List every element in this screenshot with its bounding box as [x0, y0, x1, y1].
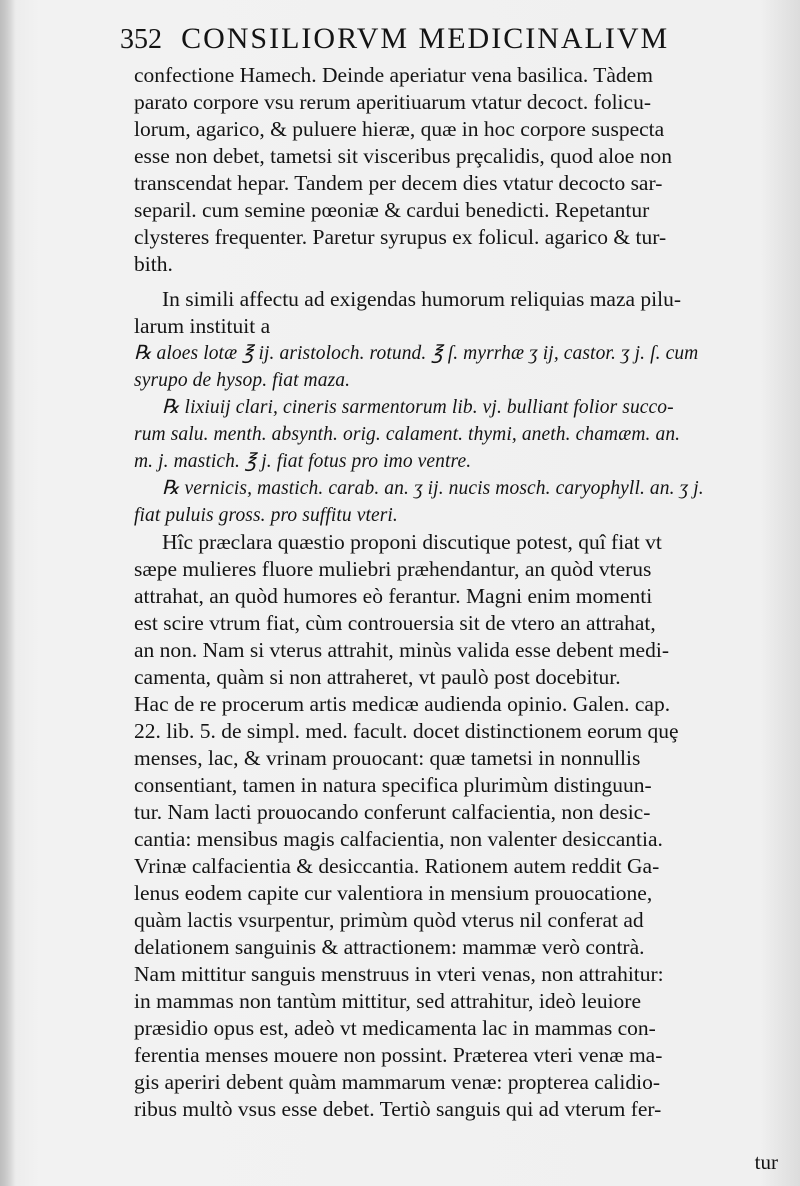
text-line: est scire vtrum fiat, cùm controuersia sit de vtero an attrahat,: [134, 611, 656, 635]
text-line: ribus multò vsus esse debet. Tertiò sanguis qui ad vterum fer-: [134, 1097, 662, 1121]
text-line: tur. Nam lacti prouocando conferunt calfacientia, non desic-: [134, 800, 651, 824]
text-line: Vrinæ calfacientia & desiccantia. Rationem autem reddit Ga-: [134, 854, 660, 878]
text-line: consentiant, tamen in natura specifica plurimùm distinguun-: [134, 773, 652, 797]
text-line: larum instituit a: [134, 314, 271, 338]
recipe-line: fiat puluis gross. pro suffitu vteri.: [134, 505, 398, 526]
text-line: an non. Nam si vterus attrahit, minùs valida esse debent medi-: [134, 638, 669, 662]
gutter-shadow: [0, 0, 16, 1186]
text-line: delationem sanguinis & attractionem: mammæ verò contrà.: [134, 935, 645, 959]
text-line: bith.: [134, 252, 173, 276]
text-line: separil. cum semine pœoniæ & cardui benedicti. Repetantur: [134, 198, 650, 222]
recipe-line: rum salu. menth. absynth. orig. calament. thymi, aneth. chamæm. an.: [134, 424, 681, 445]
text-line: præsidio opus est, adeò vt medicamenta lac in mammas con-: [134, 1016, 656, 1040]
text-line: lorum, agarico, & puluere hieræ, quæ in hoc corpore suspecta: [134, 117, 665, 141]
text-line: attrahat, an quòd humores eò ferantur. Magni enim momenti: [134, 584, 653, 608]
text-block: [134, 62, 764, 1172]
recipe-line: ℞ lixiuij clari, cineris sarmentorum lib. vj. bulliant folior succo-: [162, 397, 674, 418]
text-line: Nam mittitur sanguis menstruus in vteri venas, non attrahitur:: [134, 962, 664, 986]
page-number: 352: [120, 24, 162, 55]
text-line: 22. lib. 5. de simpl. med. facult. docet distinctionem eorum quȩ: [134, 719, 679, 743]
recipe-line: syrupo de hysop. fiat maza.: [134, 370, 351, 391]
text-line: camenta, quàm si non attraheret, vt paulò post docebitur.: [134, 665, 621, 689]
text-line: clysteres frequenter. Paretur syrupus ex folicul. agarico & tur-: [134, 225, 667, 249]
text-line: In simili affectu ad exigendas humorum reliquias maza pilu-: [162, 287, 682, 311]
running-title: CONSILIORVM MEDICINALIVM: [181, 22, 670, 55]
recipe-line: ℞ aloes lotæ ℥ ij. aristoloch. rotund. ℥ ſ. myrrhæ ʒ ij, castor. ʒ j. ſ. cum: [134, 343, 699, 364]
recipe-line: ℞ vernicis, mastich. carab. an. ʒ ij. nucis mosch. caryophyll. an. ʒ j.: [162, 478, 704, 499]
text-line: menses, lac, & vrinam prouocant: quæ tametsi in nonnullis: [134, 746, 641, 770]
text-line: Hîc præclara quæstio proponi discutique potest, quî fiat vt: [162, 530, 662, 554]
paragraph-gap: [134, 278, 764, 286]
text-line: cantia: mensibus magis calfacientia, non valenter desiccantia.: [134, 827, 663, 851]
text-line: sæpe mulieres fluore muliebri præhendantur, an quòd vterus: [134, 557, 652, 581]
recipe-line: m. j. mastich. ℥ j. fiat fotus pro imo ventre.: [134, 451, 472, 472]
text-line: ferentia menses mouere non possint. Præterea vteri venæ ma-: [134, 1043, 663, 1067]
text-line: Hac de re procerum artis medicæ audienda opinio. Galen. cap.: [134, 692, 671, 716]
text-line: in mammas non tantùm mittitur, sed attrahitur, ideò leuiore: [134, 989, 642, 1013]
catchword: tur: [754, 1150, 778, 1174]
text-line: confectione Hamech. Deinde aperiatur vena basilica. Tàdem: [134, 63, 653, 87]
text-line: parato corpore vsu rerum aperitiuarum vtatur decoct. folicu-: [134, 90, 651, 114]
text-line: lenus eodem capite cur valentiora in mensium prouocatione,: [134, 881, 653, 905]
text-line: transcendat hepar. Tandem per decem dies vtatur decocto sar-: [134, 171, 663, 195]
text-line: gis aperiri debent quàm mammarum venæ: propterea calidio-: [134, 1070, 660, 1094]
text-line: quàm lactis vsurpentur, primùm quòd vterus nil conferat ad: [134, 908, 644, 932]
text-line: esse non debet, tametsi sit visceribus prȩcalidis, quod aloe non: [134, 144, 672, 168]
